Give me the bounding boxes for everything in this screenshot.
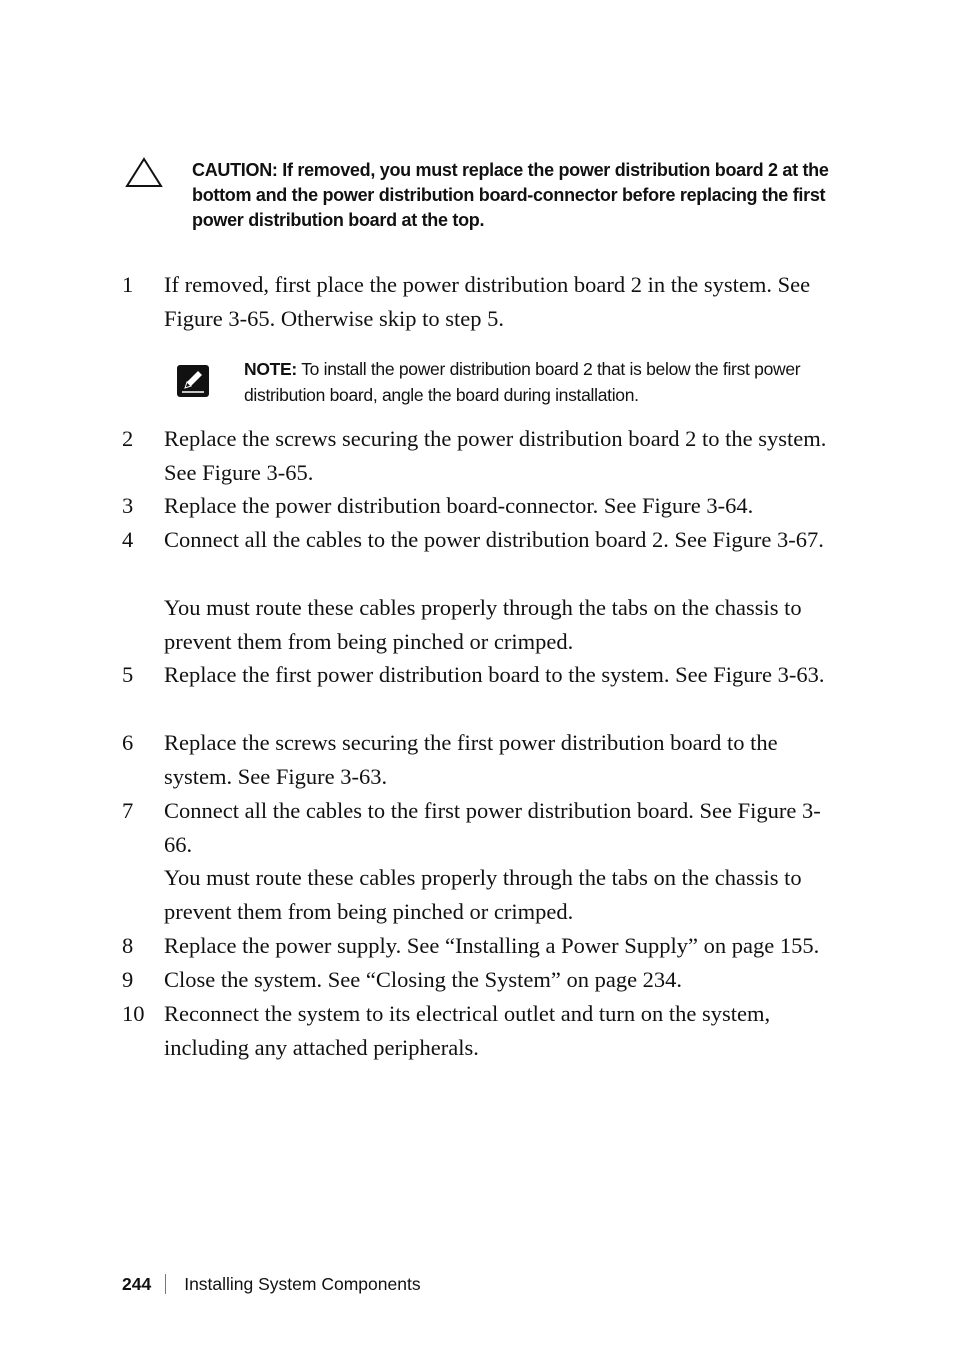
- step-number: 10: [122, 1001, 145, 1026]
- caution-text: [192, 158, 832, 233]
- section-title: Installing System Components: [184, 1274, 421, 1294]
- step-text: Replace the screws securing the first power distribution board to the system. See Figure 3-63.: [164, 730, 778, 789]
- step-text: Replace the screws securing the power distribution board 2 to the system. See Figure 3-65.: [164, 426, 827, 485]
- note-label: NOTE:: [244, 359, 297, 379]
- step-text: If removed, first place the power distribution board 2 in the system. See Figure 3-65. Otherwise skip to step 5.: [164, 272, 811, 331]
- step-text: Connect all the cables to the first power distribution board. See Figure 3-66.: [164, 798, 821, 857]
- page-number: 244: [122, 1274, 152, 1294]
- step-text: Replace the first power distribution board to the system. See Figure 3-63.: [164, 662, 825, 687]
- step-text: Close the system. See “Closing the System” on page 234.: [164, 967, 683, 992]
- step-number: 3: [122, 493, 134, 518]
- step-text: Replace the power distribution board-connector. See Figure 3-64.: [164, 493, 754, 518]
- route-paragraph: You must route these cables properly through the tabs on the chassis to prevent them from being pinched or crimped.: [164, 595, 802, 654]
- note-body: To install the power distribution board 2 that is below the first power distribution board, angle the board during installation.: [244, 359, 801, 405]
- page-footer: [122, 1272, 421, 1296]
- step-number: 1: [122, 272, 134, 297]
- step-number: 8: [122, 933, 134, 958]
- step-number: 9: [122, 967, 134, 992]
- step-number: 2: [122, 426, 134, 451]
- caution-label: CAUTION:: [192, 160, 278, 180]
- note-text: [244, 356, 860, 408]
- step-text: Connect all the cables to the power distribution board 2. See Figure 3-67.: [164, 527, 824, 552]
- footer-divider: [165, 1274, 166, 1294]
- caution-triangle-icon: [124, 156, 164, 190]
- step-number: 5: [122, 662, 134, 687]
- route-paragraph: You must route these cables properly through the tabs on the chassis to prevent them from being pinched or crimped.: [164, 865, 802, 924]
- step-number: 7: [122, 798, 134, 823]
- step-number: 6: [122, 730, 134, 755]
- step-text: Replace the power supply. See “Installing a Power Supply” on page 155.: [164, 933, 820, 958]
- step-text: Reconnect the system to its electrical outlet and turn on the system, including any attached peripherals.: [164, 1001, 771, 1060]
- step-number: 4: [122, 527, 134, 552]
- note-pencil-icon: [176, 364, 210, 398]
- caution-body: If removed, you must replace the power distribution board 2 at the bottom and the power distribution board-connector before replacing the first power distribution board at the top.: [192, 160, 829, 230]
